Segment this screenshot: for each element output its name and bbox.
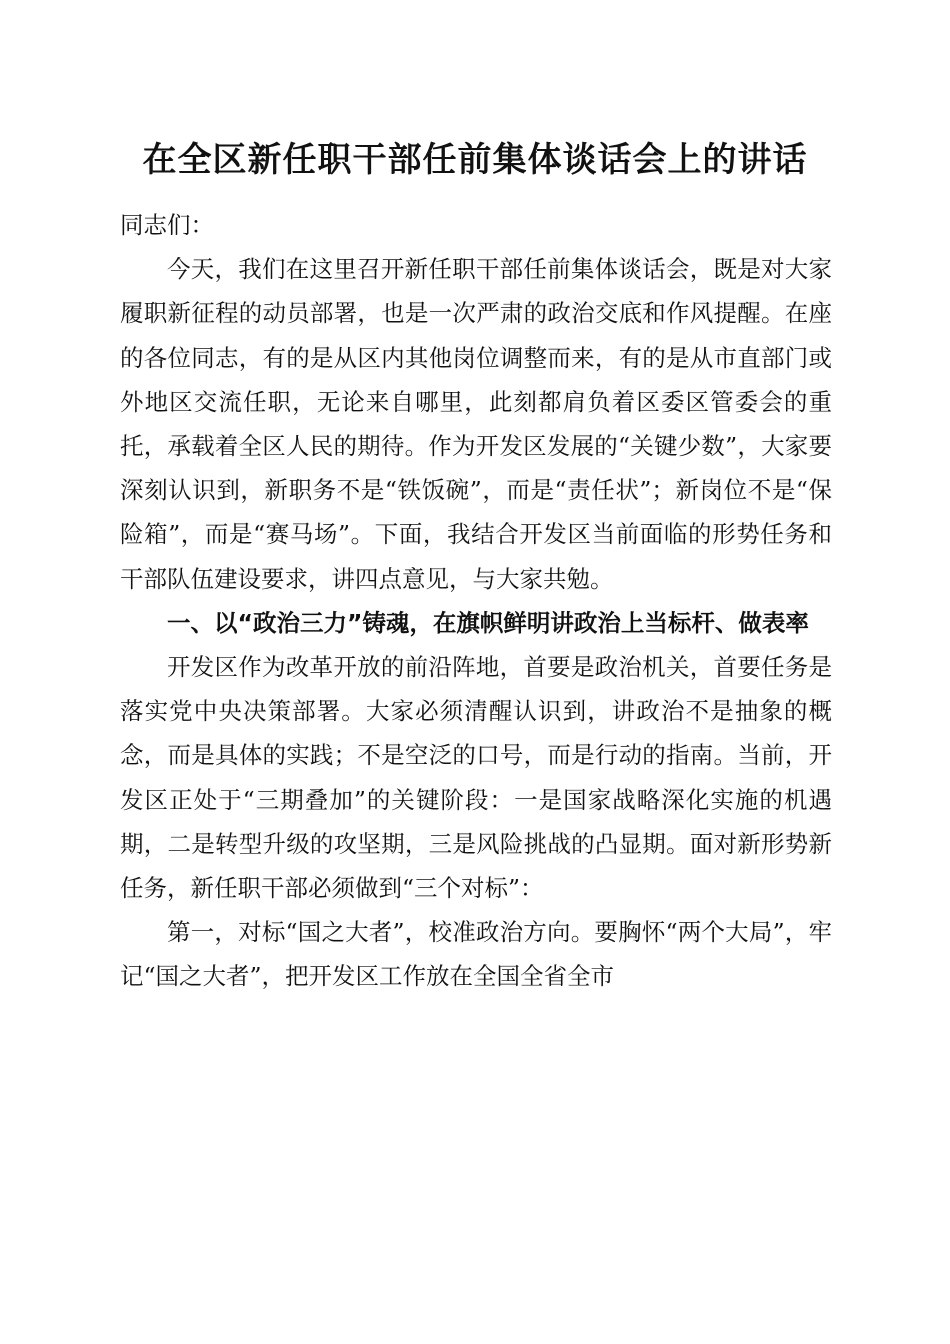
- document-title: 在全区新任职干部任前集体谈话会上的讲话: [142, 140, 808, 180]
- document-body: [120, 203, 832, 999]
- paragraph-intro: 今天，我们在这里召开新任职干部任前集体谈话会，既是对大家履职新征程的动员部署，也是一次严肃的政治交底和作风提醒。在座的各位同志，有的是从区内其他岗位调整而来，有的是从市直部门或外地区交流任职，无论来自哪里，此刻都肩负着区委区管委会的重托，承载着全区人民的期待。作为开发区发展的“关键少数”，大家要深刻认识到，新职务不是“铁饭碗”，而是“责任状”；新岗位不是“保险箱”，而是“赛马场”。下面，我结合开发区当前面临的形势任务和干部队伍建设要求，讲四点意见，与大家共勉。: [120, 255, 832, 593]
- salutation: 同志们：: [120, 211, 214, 239]
- paragraph-first-point: 第一，对标“国之大者”，校准政治方向。要胸怀“两个大局”，牢记“国之大者”，把开发区工作放在全国全省全市: [120, 918, 832, 991]
- section-heading-1: 一、以“政治三力”铸魂，在旗帜鲜明讲政治上当标杆、做表率: [167, 608, 809, 637]
- paragraph-section-1: 开发区作为改革开放的前沿阵地，首要是政治机关，首要任务是落实党中央决策部署。大家必须清醒认识到，讲政治不是抽象的概念，而是具体的实践；不是空泛的口号，而是行动的指南。当前，开发区正处于“三期叠加”的关键阶段：一是国家战略深化实施的机遇期，二是转型升级的攻坚期，三是风险挑战的凸显期。面对新形势新任务，新任职干部必须做到“三个对标”：: [120, 653, 832, 903]
